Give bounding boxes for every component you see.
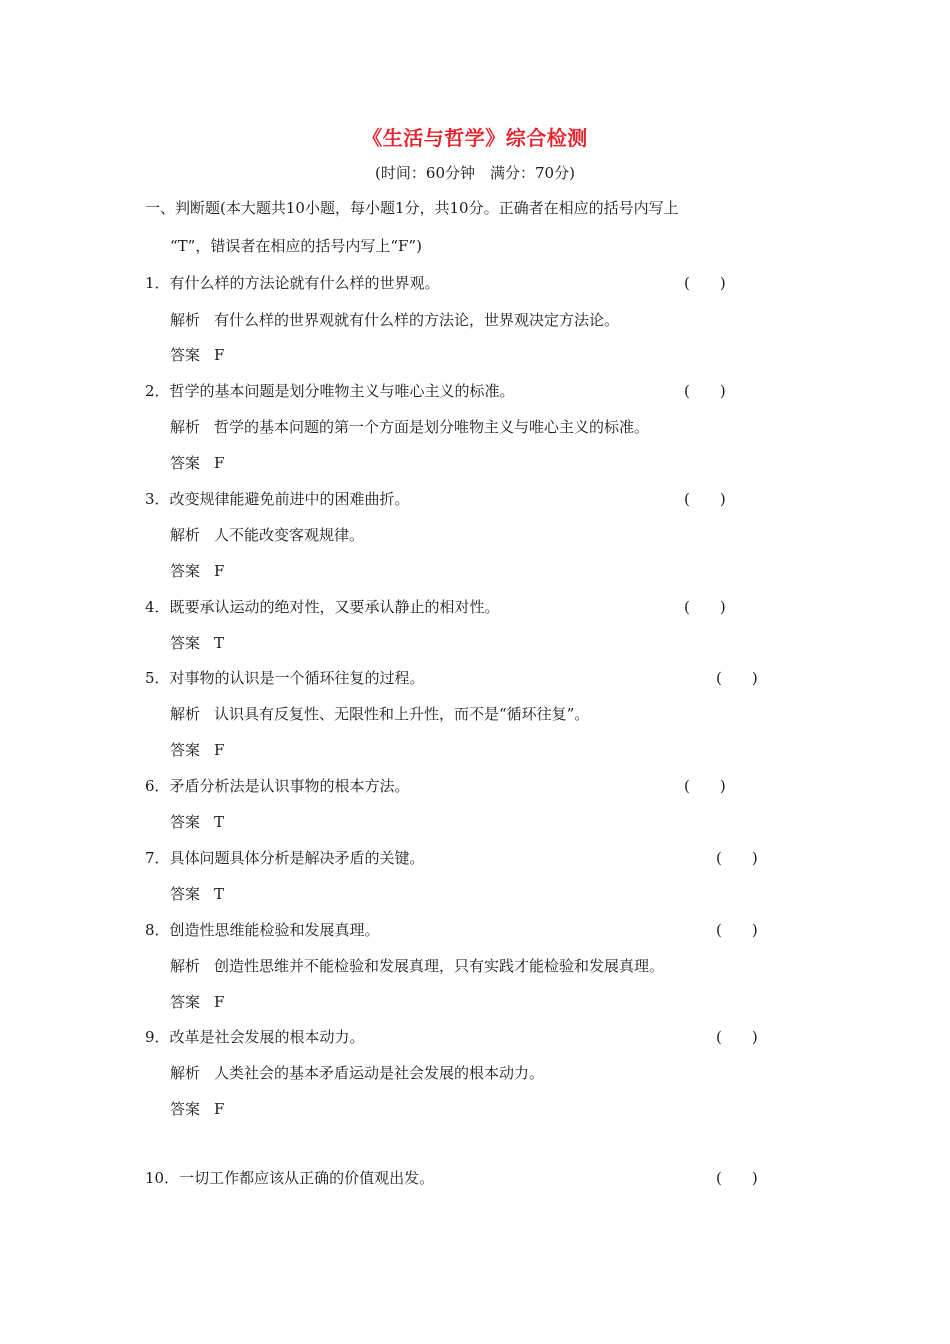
- answer-label: 答案: [170, 993, 201, 1011]
- analysis-label: 解析: [170, 526, 201, 544]
- answer-bracket-1: ( ): [684, 274, 726, 292]
- analysis-text: 有什么样的世界观就有什么样的方法论，世界观决定方法论。: [214, 311, 620, 329]
- analysis-text: 创造性思维并不能检验和发展真理，只有实践才能检验和发展真理。: [214, 957, 665, 975]
- answer-value: T: [214, 885, 225, 903]
- analysis-text: 人类社会的基本矛盾运动是社会发展的根本动力。: [214, 1064, 545, 1082]
- answer-bracket-7: ( ): [716, 849, 758, 867]
- answer-6: [170, 812, 224, 832]
- question-4: 4．既要承认运动的绝对性，又要承认静止的相对性。: [145, 598, 500, 616]
- analysis-1: [170, 310, 619, 330]
- analysis-text: 认识具有反复性、无限性和上升性，而不是“循环往复”。: [214, 705, 590, 723]
- answer-8: [170, 992, 224, 1012]
- question-3: 3．改变规律能避免前进中的困难曲折。: [145, 490, 410, 508]
- answer-label: 答案: [170, 741, 201, 759]
- analysis-label: 解析: [170, 1064, 201, 1082]
- answer-label: 答案: [170, 813, 201, 831]
- answer-4: [170, 633, 224, 653]
- question-6: 6．矛盾分析法是认识事物的根本方法。: [145, 777, 410, 795]
- analysis-label: 解析: [170, 311, 201, 329]
- answer-label: 答案: [170, 454, 201, 472]
- analysis-5: [170, 704, 589, 724]
- answer-bracket-2: ( ): [684, 382, 726, 400]
- answer-value: T: [214, 813, 225, 831]
- answer-bracket-4: ( ): [684, 598, 726, 616]
- answer-bracket-10: ( ): [716, 1169, 758, 1187]
- analysis-9: [170, 1063, 544, 1083]
- page-title: 《生活与哲学》综合检测: [362, 126, 588, 150]
- analysis-3: [170, 525, 364, 545]
- exam-time-info: (时间：60分钟 满分：70分): [375, 164, 575, 182]
- question-9: 9．改革是社会发展的根本动力。: [145, 1028, 365, 1046]
- answer-bracket-9: ( ): [716, 1028, 758, 1046]
- question-1: 1．有什么样的方法论就有什么样的世界观。: [145, 274, 440, 292]
- question-5: 5．对事物的认识是一个循环往复的过程。: [145, 669, 425, 687]
- answer-9: [170, 1099, 224, 1119]
- answer-label: 答案: [170, 1100, 201, 1118]
- answer-value: F: [214, 346, 225, 364]
- analysis-label: 解析: [170, 418, 201, 436]
- answer-2: [170, 453, 224, 473]
- section-heading-continued: “T”，错误者在相应的括号内写上“F”): [170, 237, 422, 255]
- analysis-label: 解析: [170, 705, 201, 723]
- analysis-label: 解析: [170, 957, 201, 975]
- section-heading: 一、判断题(本大题共10小题，每小题1分，共10分。正确者在相应的括号内写上: [145, 199, 679, 217]
- answer-bracket-3: ( ): [684, 490, 726, 508]
- answer-7: [170, 884, 224, 904]
- analysis-text: 人不能改变客观规律。: [214, 526, 365, 544]
- answer-1: [170, 345, 224, 365]
- answer-label: 答案: [170, 346, 201, 364]
- answer-bracket-6: ( ): [684, 777, 726, 795]
- answer-bracket-5: ( ): [716, 669, 758, 687]
- answer-value: F: [214, 562, 225, 580]
- question-2: 2．哲学的基本问题是划分唯物主义与唯心主义的标准。: [145, 382, 515, 400]
- analysis-text: 哲学的基本问题的第一个方面是划分唯物主义与唯心主义的标准。: [214, 418, 650, 436]
- answer-label: 答案: [170, 634, 201, 652]
- answer-value: F: [214, 1100, 225, 1118]
- answer-5: [170, 740, 224, 760]
- analysis-8: [170, 956, 664, 976]
- question-7: 7．具体问题具体分析是解决矛盾的关键。: [145, 849, 425, 867]
- answer-value: F: [214, 993, 225, 1011]
- answer-value: F: [214, 741, 225, 759]
- answer-value: T: [214, 634, 225, 652]
- answer-value: F: [214, 454, 225, 472]
- answer-3: [170, 561, 224, 581]
- question-10: 10．一切工作都应该从正确的价值观出发。: [145, 1169, 435, 1187]
- answer-label: 答案: [170, 885, 201, 903]
- analysis-2: [170, 417, 649, 437]
- question-8: 8．创造性思维能检验和发展真理。: [145, 921, 380, 939]
- answer-label: 答案: [170, 562, 201, 580]
- answer-bracket-8: ( ): [716, 921, 758, 939]
